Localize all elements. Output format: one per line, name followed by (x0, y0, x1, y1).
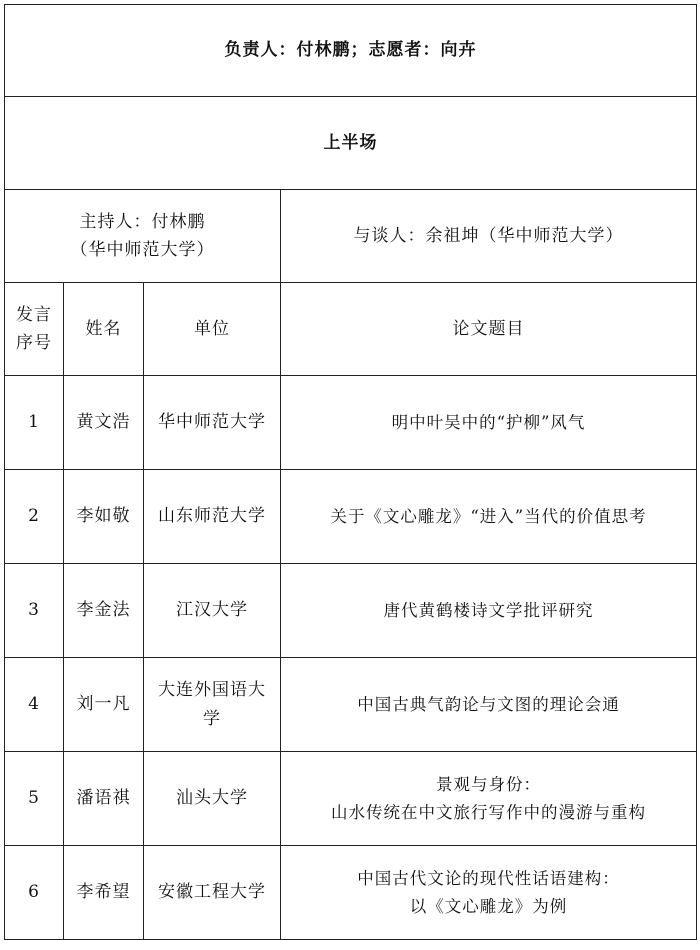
row-number: 2 (5, 470, 64, 564)
header-row (5, 283, 697, 376)
host-affiliation: （华中师范大学） (70, 240, 215, 260)
table-row (5, 846, 697, 940)
speaker-name: 刘一凡 (64, 658, 144, 752)
session-title: 上半场 (5, 97, 697, 190)
order-header-line2: 序号 (16, 333, 52, 353)
speaker-unit (144, 470, 281, 564)
row-number: 4 (5, 658, 64, 752)
title-line: 以《文心雕龙》为例 (409, 896, 568, 916)
speaker-name: 黄文浩 (64, 376, 144, 470)
table-row (5, 658, 697, 752)
unit-line: 汕头大学 (176, 788, 248, 809)
table-row (5, 470, 697, 564)
paper-title (281, 752, 697, 846)
unit-line: 学 (203, 708, 221, 729)
paper-title (281, 846, 697, 940)
unit-line: 华中师范大学 (158, 412, 266, 433)
speaker-unit (144, 846, 281, 940)
title-line: 山水传统在中文旅行写作中的漫游与重构 (331, 802, 646, 822)
unit-line: 大连外国语大 (158, 680, 266, 701)
speaker-unit (144, 658, 281, 752)
name-header: 姓名 (64, 283, 144, 376)
title-line: 中国古代文论的现代性话语建构： (357, 869, 620, 889)
speaker-unit (144, 564, 281, 658)
unit-line: 山东师范大学 (158, 506, 266, 527)
session-row (5, 97, 697, 190)
unit-header: 单位 (144, 283, 281, 376)
paper-title (281, 376, 697, 470)
speaker-unit (144, 376, 281, 470)
title-line: 唐代黄鹤楼诗文学批评研究 (383, 600, 594, 620)
paper-title (281, 470, 697, 564)
unit-line: 江汉大学 (176, 600, 248, 621)
row-number: 1 (5, 376, 64, 470)
order-header-line1: 发言 (16, 304, 52, 325)
title-line: 景观与身份： (436, 775, 541, 795)
host-name: 主持人：付林鹏 (79, 211, 206, 232)
speaker-name: 李希望 (64, 846, 144, 940)
table-row (5, 752, 697, 846)
paper-title (281, 658, 697, 752)
speaker-unit (144, 752, 281, 846)
title-line: 中国古典气韵论与文图的理论会通 (357, 694, 620, 714)
table-row (5, 564, 697, 658)
unit-line: 安徽工程大学 (158, 882, 266, 903)
row-number: 5 (5, 752, 64, 846)
row-number: 3 (5, 564, 64, 658)
hosts-row (5, 190, 697, 283)
schedule-table (4, 4, 697, 940)
responsible-row (5, 5, 697, 97)
responsible-cell: 负责人：付林鹏；志愿者：向卉 (5, 5, 697, 97)
table-row (5, 376, 697, 470)
title-header: 论文题目 (281, 283, 697, 376)
discussant-cell: 与谈人：余祖坤（华中师范大学） (281, 190, 697, 283)
speaker-name: 潘语祺 (64, 752, 144, 846)
row-number: 6 (5, 846, 64, 940)
host-cell (5, 190, 281, 283)
speaker-name: 李如敬 (64, 470, 144, 564)
order-header (5, 283, 64, 376)
paper-title (281, 564, 697, 658)
speaker-name: 李金法 (64, 564, 144, 658)
title-line: 明中叶吴中的“护柳”风气 (391, 412, 586, 432)
title-line: 关于《文心雕龙》“进入”当代的价值思考 (330, 506, 647, 526)
